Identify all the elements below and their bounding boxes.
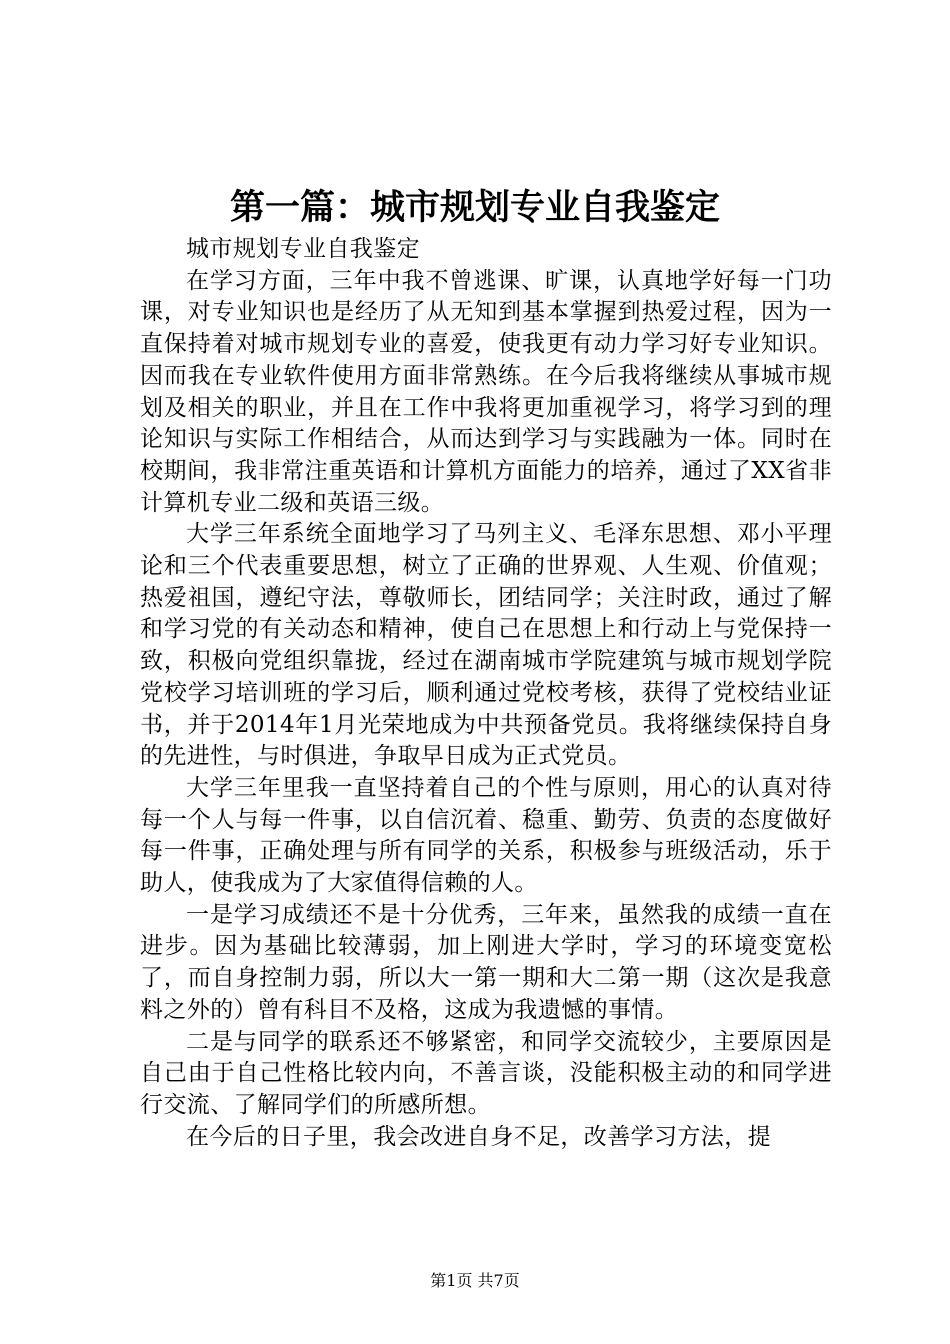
document-subtitle: 城市规划专业自我鉴定: [186, 236, 420, 262]
page-number-footer: 第1页 共7页: [430, 1271, 520, 1290]
paragraph-study: 在学习方面，三年中我不曾逃课、旷课，认真地学好每一门功课，对专业知识也是经历了从无知到基本掌握到热爱过程，因为一直保持着对城市规划专业的喜爱，使我更有动力学习好专业知识。因而我在专业软件使用方面非常熟练。在今后我将继续从事城市规划及相关的职业，并且在工作中我将更加重视学习，将学习到的理论知识与实际工作相结合，从而达到学习与实践融为一体。同时在校期间，我非常注重英语和计算机方面能力的培养，通过了XX省非计算机专业二级和英语三级。: [140, 267, 832, 516]
paragraph-politics: 大学三年系统全面地学习了马列主义、毛泽东思想、邓小平理论和三个代表重要思想，树立了正确的世界观、人生观、价值观；热爱祖国，遵纪守法，尊敬师长，团结同学；关注时政，通过了解和学习党的有关动态和精神，使自己在思想上和行动上与党保持一致，积极向党组织靠拢，经过在湖南城市学院建筑与城市规划学院党校学习培训班的学习后，顺利通过党校考核，获得了党校结业证书，并于2014年1月光荣地成为中共预备党员。我将继续保持自身的先进性，与时俱进，争取早日成为正式党员。: [140, 521, 832, 770]
paragraph-personality: 大学三年里我一直坚持着自己的个性与原则，用心的认真对待每一个人与每一件事，以自信沉着、稳重、勤劳、负责的态度做好每一件事，正确处理与所有同学的关系，积极参与班级活动，乐于助人，使我成为了大家值得信赖的人。: [140, 774, 832, 897]
document-title: 第一篇：城市规划专业自我鉴定: [229, 187, 720, 228]
paragraph-shortcoming-two: 二是与同学的联系还不够紧密，和同学交流较少，主要原因是自己由于自己性格比较内向，不善言谈，没能积极主动的和同学进行交流、了解同学们的所感所想。: [140, 1028, 832, 1118]
paragraph-shortcoming-one: 一是学习成绩还不是十分优秀，三年来，虽然我的成绩一直在进步。因为基础比较薄弱，加上刚进大学时，学习的环境变宽松了，而自身控制力弱，所以大一第一期和大二第一期（这次是我意料之外的）曾有科目不及格，这成为我遗憾的事情。: [140, 901, 832, 1023]
document-body: [140, 234, 832, 1153]
paragraph-future: 在今后的日子里，我会改进自身不足，改善学习方法，提: [186, 1123, 771, 1150]
